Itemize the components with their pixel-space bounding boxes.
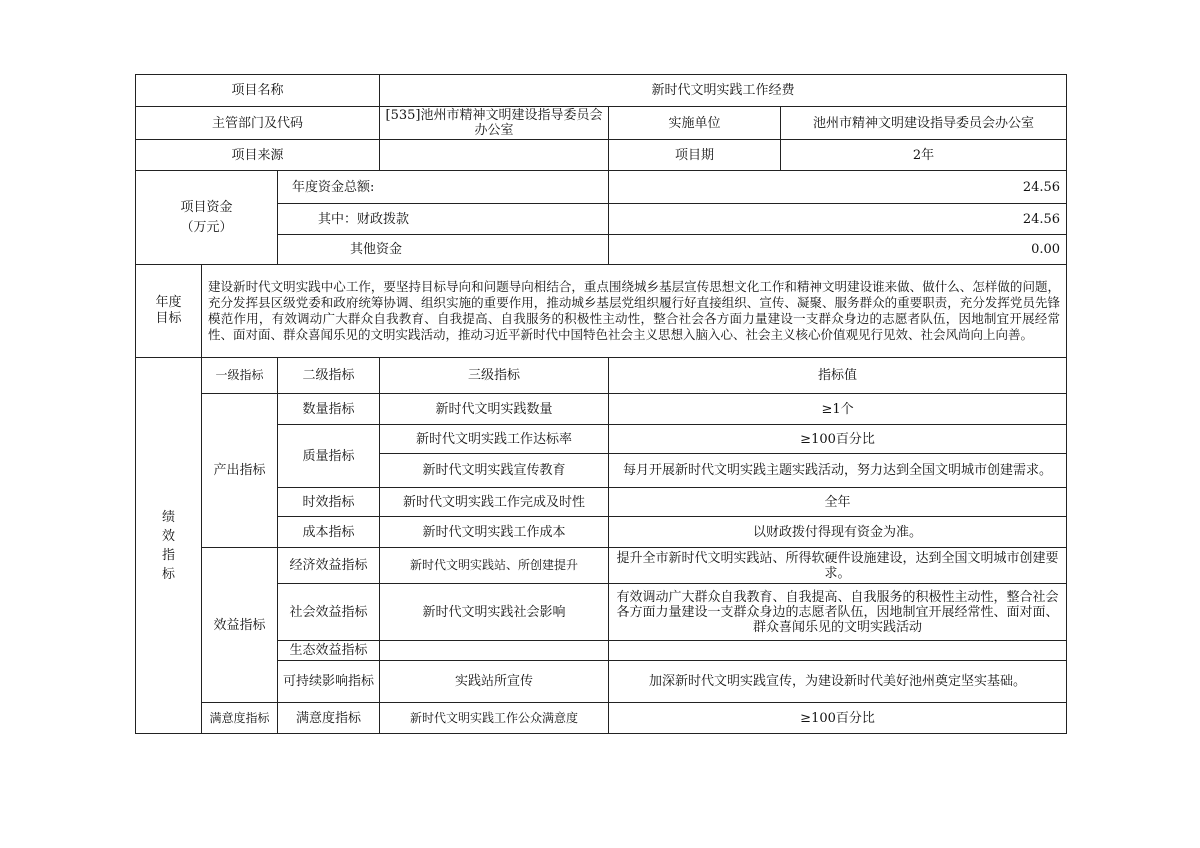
performance-label [136,358,202,734]
row-funds-total [136,171,1067,204]
funds-fiscal-label: 其中：财政拨款 [278,204,609,235]
quantity-level2: 数量指标 [278,394,380,425]
satisfaction-value: ≥100百分比 [609,703,1067,734]
quantity-level3: 新时代文明实践数量 [380,394,609,425]
annual-goal-label [136,265,202,358]
department-label: 主管部门及代码 [136,107,380,140]
performance-label-text: 绩效指标 [161,509,175,582]
social-value: 有效调动广大群众自我教育、自我提高、自我服务的积极性主动性，整合社会各方面力量建设一支群众身边的志愿者队伍，因地制宜开展经常性、面对面、群众喜闻乐见的文明实践活动 [609,584,1067,641]
header-value: 指标值 [609,358,1067,394]
funds-label-line1: 项目资金 [180,199,233,215]
sustainable-level3: 实践站所宣传 [380,661,609,703]
row-benefit-economic [136,548,1067,584]
header-level3: 三级指标 [380,358,609,394]
satisfaction-level3: 新时代文明实践工作公众满意度 [380,703,609,734]
row-source [136,140,1067,171]
annual-goal-label-line2: 目标 [155,311,182,326]
quality-value-2: 每月开展新时代文明实践主题实践活动，努力达到全国文明城市创建需求。 [609,454,1067,488]
social-level3: 新时代文明实践社会影响 [380,584,609,641]
funds-fiscal-value: 24.56 [609,204,1067,235]
row-satisfaction [136,703,1067,734]
satisfaction-level2: 满意度指标 [278,703,380,734]
annual-goal-text: 建设新时代文明实践中心工作，要坚持目标导向和问题导向相结合，重点围绕城乡基层宣传思想文化工作和精神文明建设谁来做、做什么、怎样做的问题，充分发挥县区级党委和政府统筹协调、组织实施的重要作用，推动城乡基层党组织履行好直接组织、宣传、凝聚、服务群众的重要职责，充分发挥党员先锋模范作用，有效调动广大群众自我教育、自我提高、自我服务的积极性主动性，整合社会各方面力量建设一支群众身边的志愿者队伍，因地制宜开展经常性、面对面、群众喜闻乐见的文明实践活动，推动习近平新时代中国特色社会主义思想入脑入心、社会主义核心价值观见行见效、社会风尚向上向善。 [202,265,1067,358]
project-table [135,74,1067,734]
funds-other-label: 其他资金 [278,235,609,265]
funds-label [136,171,278,265]
cost-level2: 成本指标 [278,517,380,548]
performance-target-sheet [135,74,1066,736]
annual-goal-label-line1: 年度 [155,295,182,310]
cost-level3: 新时代文明实践工作成本 [380,517,609,548]
economic-level3: 新时代文明实践站、所创建提升 [380,548,609,584]
quantity-value: ≥1个 [609,394,1067,425]
period-value: 2年 [781,140,1067,171]
sustainable-level2: 可持续影响指标 [278,661,380,703]
quality-value-1: ≥100百分比 [609,425,1067,454]
timeliness-level3: 新时代文明实践工作完成及时性 [380,488,609,517]
period-label: 项目期 [609,140,781,171]
impl-unit-value: 池州市精神文明建设指导委员会办公室 [781,107,1067,140]
social-level2: 社会效益指标 [278,584,380,641]
department-value: [535]池州市精神文明建设指导委员会办公室 [380,107,609,140]
satisfaction-label: 满意度指标 [202,703,278,734]
quality-level3-1: 新时代文明实践工作达标率 [380,425,609,454]
project-name-label: 项目名称 [136,75,380,107]
quality-level2: 质量指标 [278,425,380,488]
row-performance-header [136,358,1067,394]
output-label: 产出指标 [202,394,278,548]
source-value [380,140,609,171]
sustainable-value: 加深新时代文明实践宣传，为建设新时代美好池州奠定坚实基础。 [609,661,1067,703]
ecological-value [609,641,1067,661]
impl-unit-label: 实施单位 [609,107,781,140]
benefit-label: 效益指标 [202,548,278,703]
ecological-level2: 生态效益指标 [278,641,380,661]
economic-value: 提升全市新时代文明实践站、所得软硬件设施建设，达到全国文明城市创建要求。 [609,548,1067,584]
header-level1: 一级指标 [202,358,278,394]
timeliness-level2: 时效指标 [278,488,380,517]
economic-level2: 经济效益指标 [278,548,380,584]
row-department [136,107,1067,140]
row-output-quantity [136,394,1067,425]
row-project-name [136,75,1067,107]
row-annual-goal [136,265,1067,358]
ecological-level3 [380,641,609,661]
funds-label-line2: （万元） [180,219,233,235]
cost-value: 以财政拨付得现有资金为准。 [609,517,1067,548]
source-label: 项目来源 [136,140,380,171]
quality-level3-2: 新时代文明实践宣传教育 [380,454,609,488]
funds-total-label: 年度资金总额: [278,171,609,204]
header-level2: 二级指标 [278,358,380,394]
project-name-value: 新时代文明实践工作经费 [380,75,1067,107]
funds-other-value: 0.00 [609,235,1067,265]
timeliness-value: 全年 [609,488,1067,517]
funds-total-value: 24.56 [609,171,1067,204]
